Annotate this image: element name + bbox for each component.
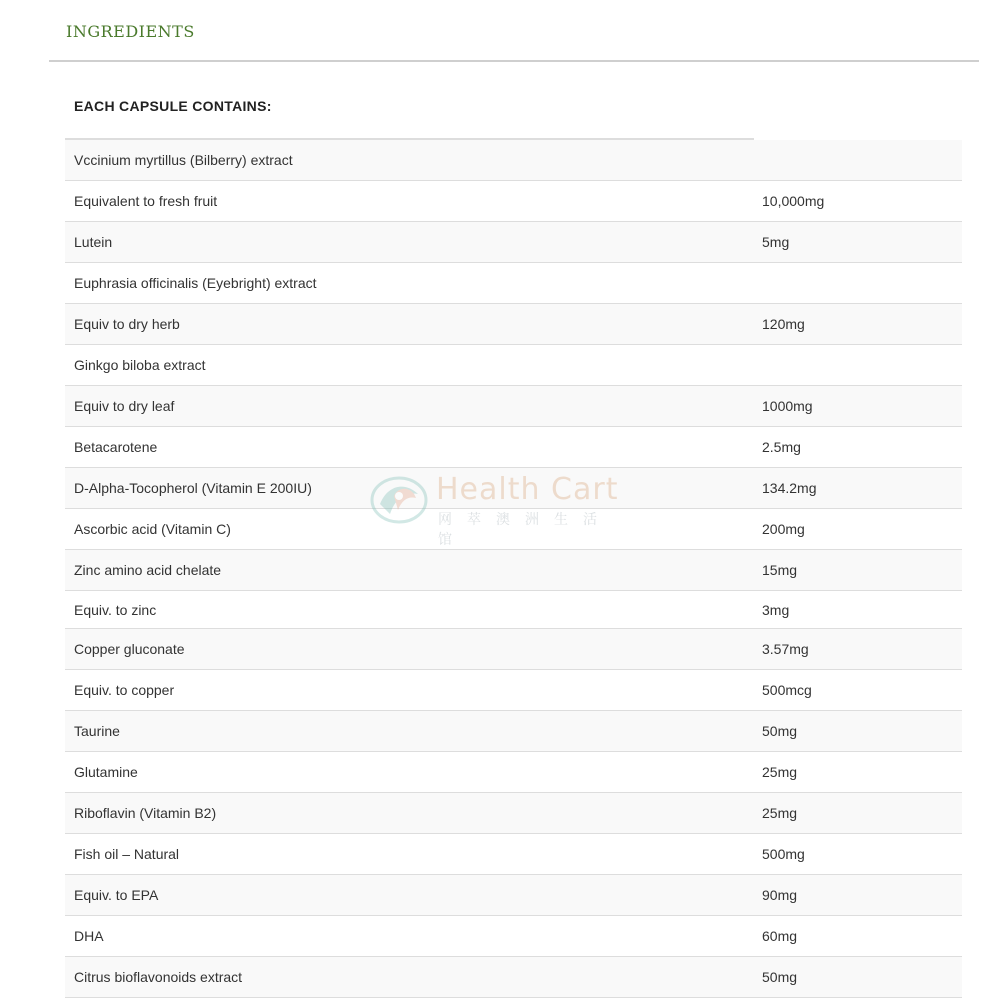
section-header [49,0,979,62]
ingredient-name: Equivalent to fresh fruit [65,181,753,222]
ingredient-amount [753,140,962,181]
ingredient-amount: 500mg [753,834,962,875]
capsule-contents-heading: EACH CAPSULE CONTAINS: [74,98,272,114]
ingredient-name: DHA [65,916,753,957]
table-row [65,181,962,222]
ingredient-name: Equiv to dry herb [65,304,753,345]
ingredient-amount: 10,000mg [753,181,962,222]
table-row [65,468,962,509]
table-row [65,834,962,875]
ingredient-amount: 50mg [753,957,962,998]
ingredient-name: Equiv. to copper [65,670,753,711]
ingredient-name: Ascorbic acid (Vitamin C) [65,509,753,550]
ingredient-name: Fish oil – Natural [65,834,753,875]
ingredients-table [65,140,962,998]
table-row [65,793,962,834]
ingredient-name: Equiv to dry leaf [65,386,753,427]
ingredient-amount: 3mg [753,591,962,629]
table-row [65,629,962,670]
ingredient-name: Zinc amino acid chelate [65,550,753,591]
table-row [65,711,962,752]
ingredient-amount: 50mg [753,711,962,752]
ingredient-amount: 500mcg [753,670,962,711]
ingredient-name: Ginkgo biloba extract [65,345,753,386]
table-row [65,222,962,263]
table-row [65,916,962,957]
ingredient-amount: 25mg [753,793,962,834]
ingredient-name: Riboflavin (Vitamin B2) [65,793,753,834]
ingredient-name: Betacarotene [65,427,753,468]
ingredient-amount [753,263,962,304]
table-row [65,591,962,629]
ingredient-name: D-Alpha-Tocopherol (Vitamin E 200IU) [65,468,753,509]
table-row [65,304,962,345]
table-row [65,875,962,916]
ingredient-amount: 15mg [753,550,962,591]
ingredient-amount: 1000mg [753,386,962,427]
ingredient-amount: 120mg [753,304,962,345]
ingredient-amount: 200mg [753,509,962,550]
ingredient-amount: 60mg [753,916,962,957]
watermark-brand: Health Cart [436,472,619,507]
table-row [65,550,962,591]
ingredient-amount: 3.57mg [753,629,962,670]
table-row [65,427,962,468]
ingredient-name: Lutein [65,222,753,263]
ingredient-amount: 134.2mg [753,468,962,509]
table-row [65,752,962,793]
ingredient-name: Glutamine [65,752,753,793]
ingredient-name: Copper gluconate [65,629,753,670]
ingredient-amount: 90mg [753,875,962,916]
table-row [65,509,962,550]
table-row [65,957,962,998]
watermark-subtitle: 网萃澳洲生活馆 [438,512,612,548]
ingredient-amount: 5mg [753,222,962,263]
ingredient-name: Euphrasia officinalis (Eyebright) extract [65,263,753,304]
ingredient-name: Taurine [65,711,753,752]
table-row [65,386,962,427]
ingredient-name: Vccinium myrtillus (Bilberry) extract [65,140,753,181]
ingredient-amount: 2.5mg [753,427,962,468]
section-title: INGREDIENTS [66,22,195,41]
ingredient-name: Equiv. to EPA [65,875,753,916]
ingredient-name: Equiv. to zinc [65,591,753,629]
table-row [65,140,962,181]
ingredient-amount [753,345,962,386]
table-row [65,263,962,304]
ingredient-name: Citrus bioflavonoids extract [65,957,753,998]
table-row [65,345,962,386]
ingredient-amount: 25mg [753,752,962,793]
table-row [65,670,962,711]
